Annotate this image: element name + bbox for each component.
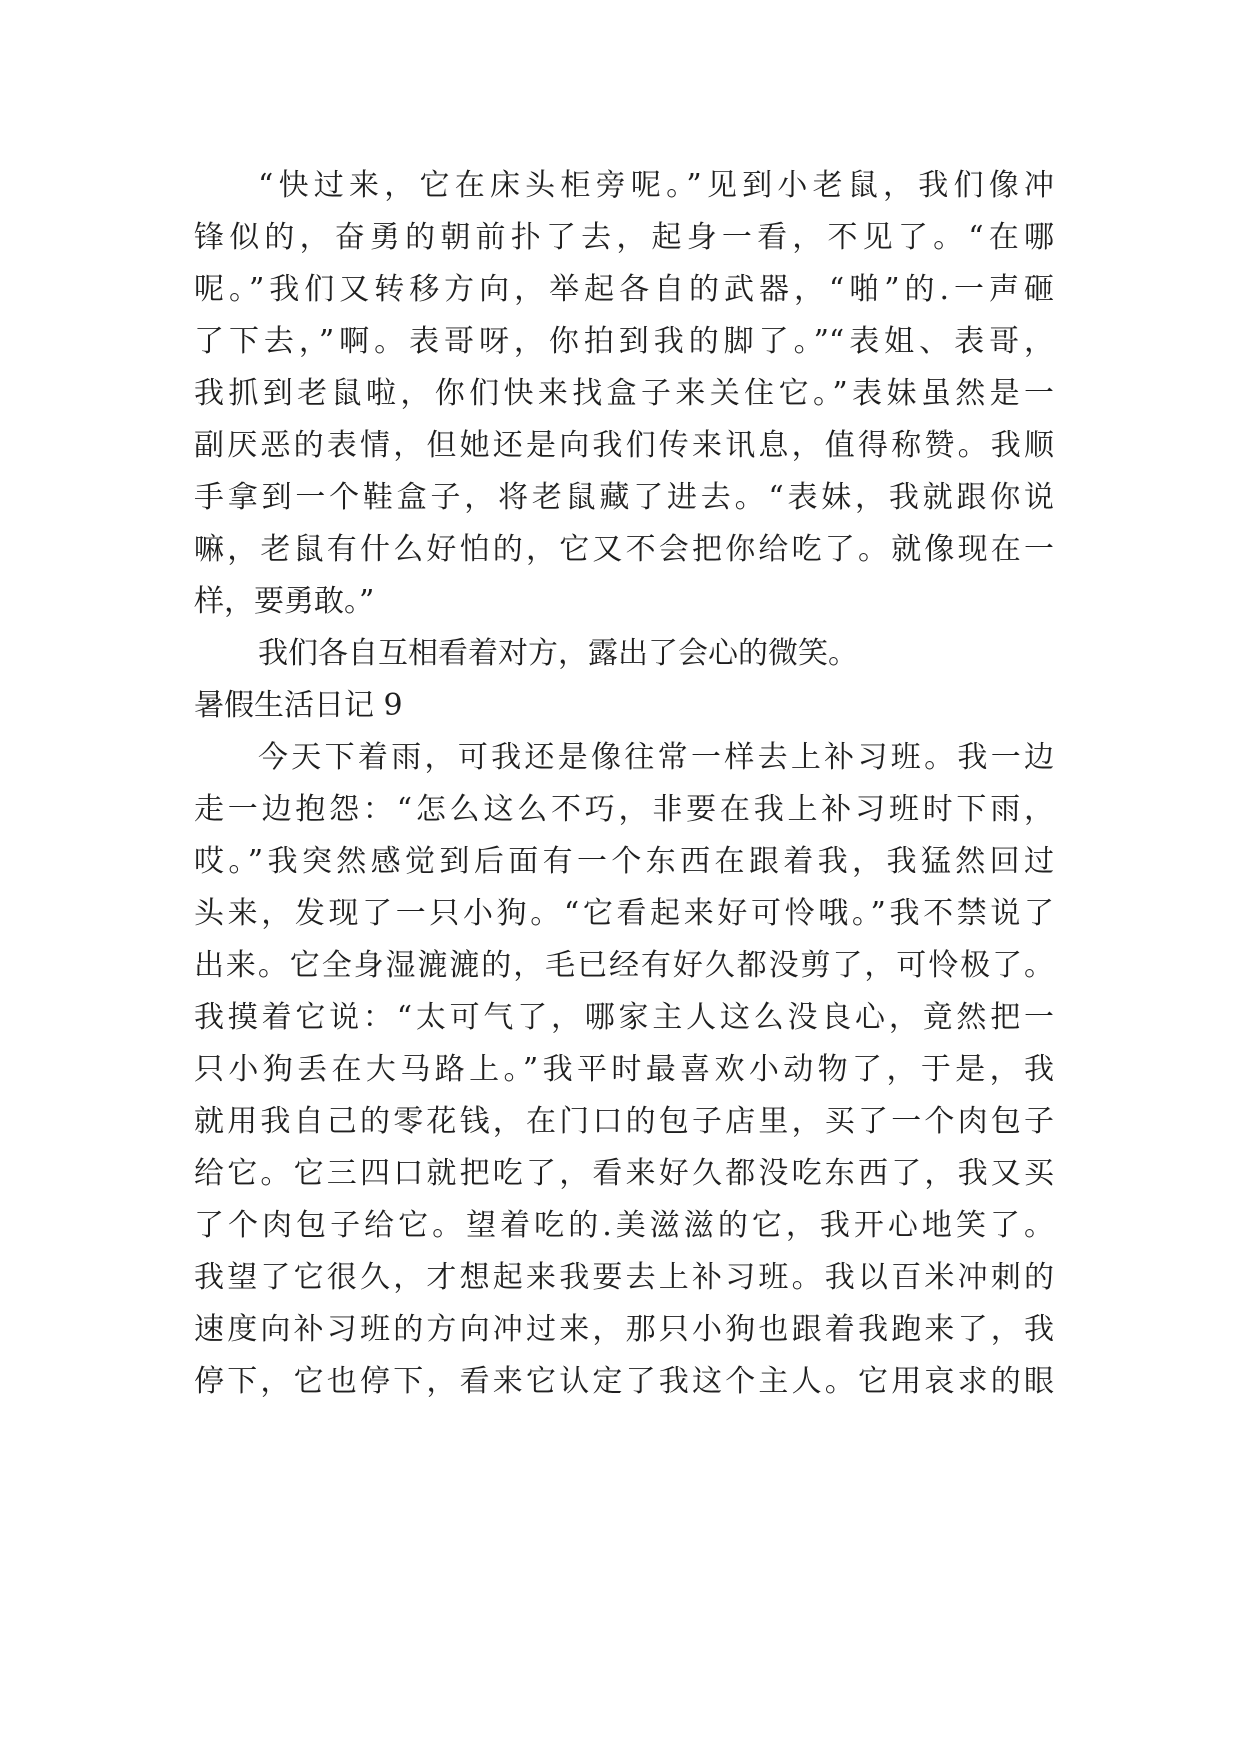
text-line: 手拿到一个鞋盒子，将老鼠藏了进去。“表妹，我就跟你说 xyxy=(194,480,1054,515)
text-line: 呢。”我们又转移方向，举起各自的武器，“啪”的.一声砸 xyxy=(194,272,1054,307)
text-line: 我抓到老鼠啦，你们快来找盒子来关住它。”表妹虽然是一 xyxy=(194,376,1054,411)
text-line: 嘛，老鼠有什么好怕的，它又不会把你给吃了。就像现在一 xyxy=(194,532,1054,567)
text-line: 出来。它全身湿漉漉的，毛已经有好久都没剪了，可怜极了。 xyxy=(194,948,1054,983)
text-line: 样，要勇敢。” xyxy=(194,584,375,619)
paragraph xyxy=(194,160,1054,628)
text-line: “快过来，它在床头柜旁呢。”见到小老鼠，我们像冲 xyxy=(258,168,1054,203)
text-line: 速度向补习班的方向冲过来，那只小狗也跟着我跑来了，我 xyxy=(194,1312,1054,1347)
text-line: 副厌恶的表情，但她还是向我们传来讯息，值得称赞。我顺 xyxy=(194,428,1054,463)
text-line: 就用我自己的零花钱，在门口的包子店里，买了一个肉包子 xyxy=(194,1104,1054,1139)
text-line: 头来，发现了一只小狗。“它看起来好可怜哦。”我不禁说了 xyxy=(194,896,1054,931)
text-line: 了下去，”啊。表哥呀，你拍到我的脚了。”“表姐、表哥， xyxy=(194,324,1054,359)
text-line: 走一边抱怨：“怎么这么不巧，非要在我上补习班时下雨， xyxy=(194,792,1054,827)
text-line: 锋似的，奋勇的朝前扑了去，起身一看，不见了。“在哪 xyxy=(194,220,1054,255)
paragraph xyxy=(194,732,1054,1408)
text-line: 我们各自互相看着对方，露出了会心的微笑。 xyxy=(258,636,858,671)
document-body xyxy=(194,160,1054,1408)
text-line: 了个肉包子给它。望着吃的.美滋滋的它，我开心地笑了。 xyxy=(194,1208,1054,1243)
text-line: 我摸着它说：“太可气了，哪家主人这么没良心，竟然把一 xyxy=(194,1000,1054,1035)
text-line: 停下，它也停下，看来它认定了我这个主人。它用哀求的眼 xyxy=(194,1364,1054,1399)
text-line: 只小狗丢在大马路上。”我平时最喜欢小动物了，于是，我 xyxy=(194,1052,1054,1087)
text-line: 给它。它三四口就把吃了，看来好久都没吃东西了，我又买 xyxy=(194,1156,1054,1191)
paragraph xyxy=(194,628,1054,680)
text-line: 我望了它很久，才想起来我要去上补习班。我以百米冲刺的 xyxy=(194,1260,1054,1295)
text-line: 今天下着雨，可我还是像往常一样去上补习班。我一边 xyxy=(258,740,1054,775)
section-heading: 暑假生活日记 9 xyxy=(194,688,403,723)
text-line: 哎。”我突然感觉到后面有一个东西在跟着我，我猛然回过 xyxy=(194,844,1054,879)
